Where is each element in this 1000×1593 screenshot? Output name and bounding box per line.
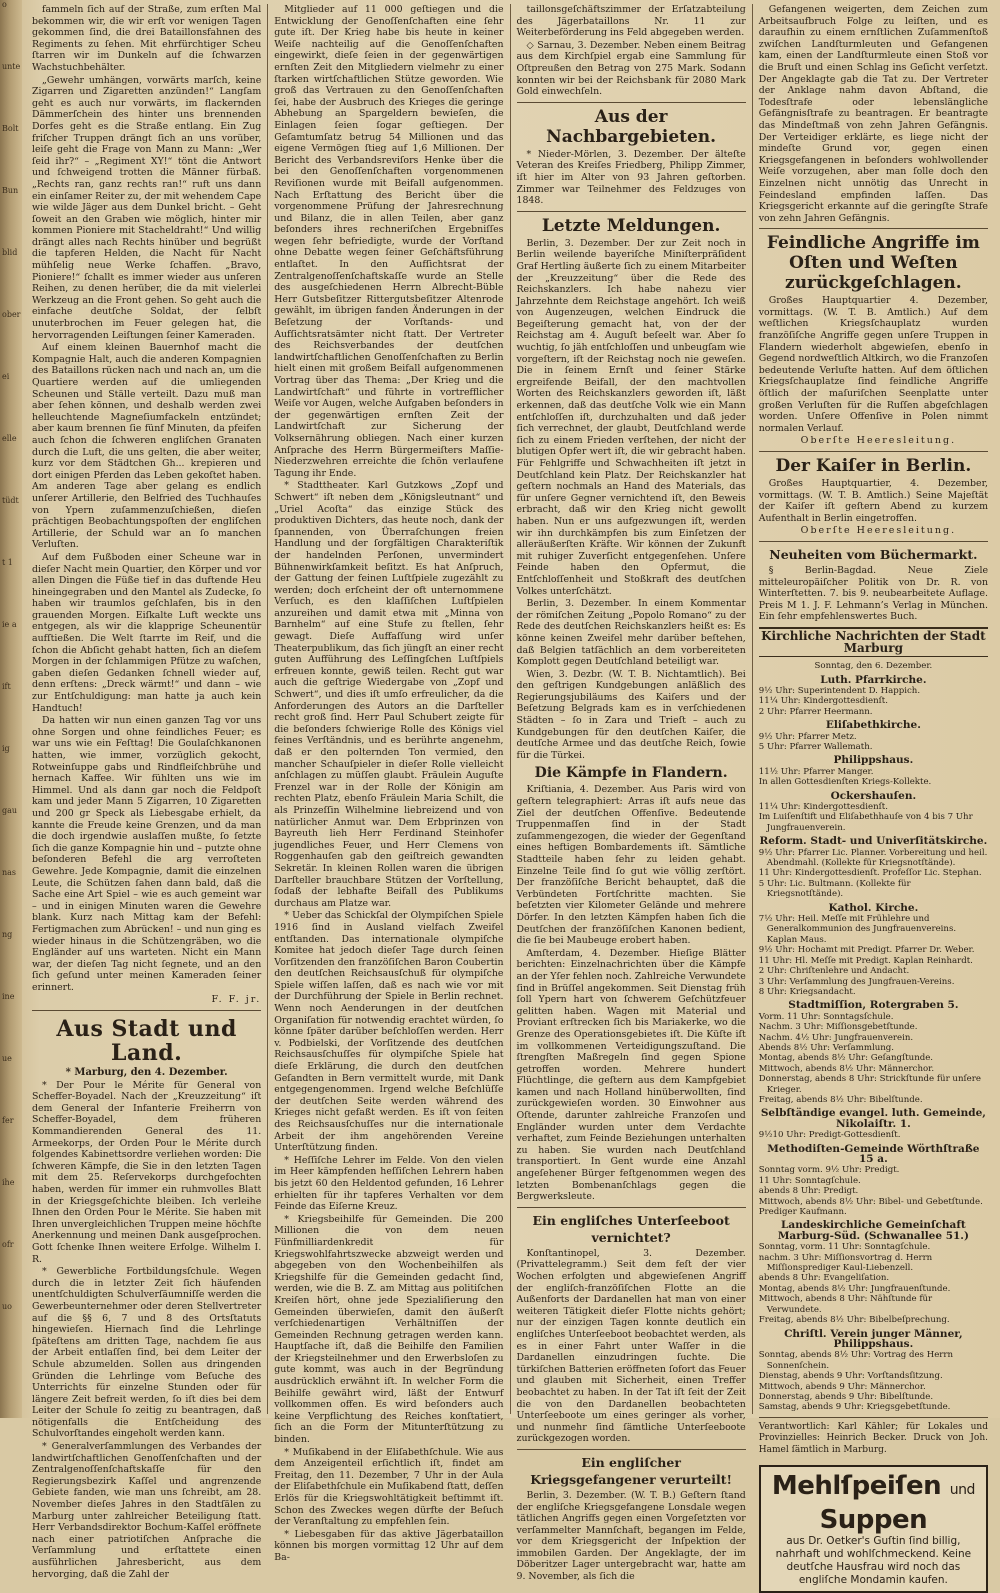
column-1 xyxy=(26,4,268,1580)
section-title-kaempfe-flandern: Die Kämpfe in Flandern. xyxy=(534,765,728,782)
binding-fragment: o xyxy=(2,0,7,9)
local-news-item: * Der Pour le Mérite für General von Scheffer-Boyadel. Nach der „Kreuzzeitung“ iſt dem General der Infanterie Freiherrn von Scheffer-Boyadel, dem früheren Kommandierenden General des 11. Armeekorps, der Orden Pour le Mérite durch folgendes Kabinettsordre verliehen worden: Die ſchweren Kämpfe, die Sie in den letzten Tagen mit dem 25. Reſervekorps durchgefochten haben, werden für immer ein ruhmvolles Blatt in der Kriegsgeſchichte bleiben. Ich verleihe Ihnen den Orden Pour le Mérite. Sie haben mit Ihren unvergleichlichen Truppen meine höchſte Anerkennung und meinen Dank ausgeſprochen. Gott ſchenke Ihnen weitere Erfolge. Wilhelm I. R. xyxy=(32,1079,262,1265)
binding-fragment: ihe xyxy=(2,1178,15,1187)
service-time: 9½10 Uhr: Predigt-Gottesdienſt. xyxy=(758,1130,901,1141)
divider xyxy=(32,1010,261,1011)
local-news-item: Mitglieder auf 11 000 geſtiegen und die Entwicklung der Genoſſenſchaften eine ſehr gute iſt. Der Krieg habe bis heute in keiner Weiſe nachteilig auf die Genoſſenſchaften eingewirkt, dieſe ſeien in der gegenwärtigen ernſten Zeit den Mitgliedern vielmehr zu einer ſtarken wirtſchaftlichen Stütze geworden. Wie groß das Vertrauen zu den Genoſſenſchaften ſei, habe der Ausbruch des Krieges die geringe Abhebung an Spargeldern bewieſen, die Einlagen ſeien ſogar geſtiegen. Der Geſamtumſatz betrug 54 Millionen und das eigene Vermögen ſtieg auf 1,6 Millionen. Der Bericht des Verbandsreviſors Henke über die bei den Genoſſenſchaften vorgenommenen Reviſionen wurde mit Beifall aufgenommen. Nach Erſtattung des Bericht über die vorgenommene Prüfung der Jahresrechnung und Bilanz, die in allen Teilen, aber ganz beſonders ihres rechneriſchen Ergebniſſes wegen ſehr befriedigte, wurde der Vorſtand ohne Debatte wegen ſeiner Geſchäftsführung entlaſtet. In den Aufſichtsrat der Zentralgenoſſenſchaftskaſſe wurde an Stelle des ausgeſchiedenen Herrn Albrecht-Büble Herr Gutsbeſitzer Rittergutsbeſitzer Altenrode gewählt, im übrigen fanden Änderungen in der Beſetzung der Vorſtands- und Aufſichtsratsämter nicht ſtatt. Der Vertreter des Reichsverbandes der deutſchen landwirtſchaftlichen Genoſſenſchaften zu Berlin hielt einen mit großem Beifall aufgenommenen Vortrag über das Thema: „Der Krieg und die Landwirtſchaft“ und führte in vortrefflicher Weiſe vor Augen, welche Aufgaben beſonders in der gegenwärtigen ernſten Zeit der Landwirtſchaft zur Sicherung der Volksernährung obliegen. Nach einer kurzen Anſprache des Herrn Bürgermeiſters Maſſie-Niederzwehren erreichte die ſchön verlaufene Tagung ihr Ende. xyxy=(274,4,504,479)
service-time: 11¼ Uhr: Kindergottesdienſt. xyxy=(758,802,888,812)
section-title-stadt-land: Aus Stadt und Land. xyxy=(56,1016,237,1067)
binding-fragment: ng xyxy=(2,930,13,939)
service-time: Vorm. 11 Uhr: Sonntagsſchule. xyxy=(758,1011,894,1022)
column-3 xyxy=(511,4,753,1583)
service-time: 11 Uhr: Sonntagſchule. xyxy=(758,1175,861,1186)
service-time: abends 8 Uhr: Evangeliſation. xyxy=(758,1273,890,1284)
service-time: Montag, abends 8½ Uhr: Jungfrauenſtunde. xyxy=(758,1283,951,1294)
section-title-kriegsgefangener: Ein engliſcher Kriegsgefangener verurteilt! xyxy=(530,1454,733,1487)
service-time: Prediger Kaufmann. xyxy=(758,1207,847,1218)
service-time: 9½ Uhr: Superintendent D. Happich. xyxy=(758,685,921,696)
binding-fragment: ift xyxy=(2,682,11,691)
binding-fragment: ig xyxy=(2,744,10,753)
binding-edge xyxy=(0,0,22,1418)
flanders-report: Amſterdam, 4. Dezember. Hieſige Blätter berichten: Einzelnachrichten über die Kämpfe an der Yſer fehlen noch. Zahlreiche Verwundete ſind in Brüſſel angekommen. Seit Dienstag früh ſoll Ypern hart von ſchwerem Geſchützfeuer gelitten haben. Wagen mit Material und Proviant erſtrecken ſich bis Mariakerke, wo die Grenze des Operationsgebietes iſt. Die Küſte iſt im vollkommenen Verteidigungszuſtand. Die ſtrengſten Maßregeln ſind gegen Spione getroffen worden. Mehrere hundert Flüchtlinge, die geſtern aus dem Kampfgebiet kamen und nach Holland hinüberwollten, ſind zurückgewieſen worden. 30 Einwohner aus Oſtende, darunter zahlreiche Franzoſen und Engländer wurden unter dem Verdachte verhaftet, zum Feinde Beziehungen unterhalten zu haben. Sie wurden nach Deutſchland transportiert. In Gent wurde eine Anzahl angeſehener Bürger feſtgenommen wegen des letzten Bombenanſchlags gegen die Bergwerksleute. xyxy=(516,947,746,1203)
service-time: Im Luiſenſtift und Eliſabethhauſe von 4 bis 7 Uhr Jungfrauenverein. xyxy=(758,812,973,833)
church-name: Eliſabethkirche. xyxy=(825,719,921,732)
service-time: 3 Uhr: Verſammlung des Jungfrauen-Vereins. xyxy=(758,976,955,987)
prisoner-report: Berlin, 3. Dezember. (W. T. B.) Geſtern ſtand der engliſche Kriegsgefangene Lonsdale wegen tätlichen Angriffs gegen einen Vorgeſetzten vor verſammelter Mannſchaft, begangen im Felde, vor dem Kriegsgericht der Inſpektion der immobilen Garden. Der Angeklagte, der im Döberitzer Lager untergebracht war, hatte am 9. November, als ſich die xyxy=(516,1489,746,1583)
church-name: Luth. Pfarrkirche. xyxy=(820,673,927,686)
dateline: * Marburg, den 4. Dezember. xyxy=(65,1067,228,1079)
article-paragraph: Da hatten wir nun einen ganzen Tag vor uns ohne Sorgen und ohne feindliches Feuer; es war uns wie ein Feſttag! Die Goulaſchkanonen hatten, wie immer, vorzüglich gekocht, Rotweinſuppe gabs und Rindfleiſchbrühe und hernach Kaffee. Wir fühlten uns wie im Himmel. Und als dann gar noch die Feldpoſt kam und jeder Mann 5 Zigarren, 10 Zigaretten und 200 gr Speck als Liebesgabe erhielt, da kannte die Freude keine Grenzen, und da man die doch irgendwie auslaſſen mußte, ſo ſetzte ſich die ganze Kompagnie hin und – putzte ohne beſonderen Befehl die arg verroſteten Gewehre. Jede Kompagnie, damit die einzelnen Leute, die Schützen ſahen dann bald, daß die Sache eine Art Spiel – wie es auch gemeint war – und in einigen Minuten waren die Gewehre blank. Kurz nach Mittag kam der Befehl: Fertigmachen zum Abrücken! – und nun ging es wieder hinaus in die Schützengräben, wo die Engländer auf uns warteten. Nicht ein Mann war, der dieſen Tag nicht ſegnete, und an den ſich geſund unter meinen Kameraden ſeiner erinnert. xyxy=(32,715,262,993)
binding-fragment: blid xyxy=(2,248,18,257)
divider xyxy=(759,541,988,542)
service-time: Sonntag, abends 8½ Uhr: Vortrag des Herrn Sonnenſchein. xyxy=(758,1350,954,1371)
signature: F. F. jr. xyxy=(211,994,262,1006)
church-name: Landeskirchliche Gemeinſchaft Marburg-Süd. (Schwanallee 51.) xyxy=(777,1219,969,1242)
report-hauptquartier-1: Großes Hauptquartier 4. Dezember, vormittags. (W. T. B. Amtlich.) Auf dem weſtlichen Kriegsſchauplatz wurden franzöſiſche Angriffe gegen unſere Truppen in Flandern wiederholt abgewieſen, ebenſo in Gegend nordweſtlich Altkirch, wo die Franzoſen bedeutende Verluſte hatten. Auf dem öſtlichen Kriegsſchauplatze ſind feindliche Angriffe öſtlich der maſuriſchen Seenplatte unter großen Verluſten für die Ruſſen abgeſchlagen worden. Unſere Offenſive in Polen nimmt normalen Verlauf. xyxy=(758,295,988,434)
ad-title xyxy=(767,1471,980,1535)
binding-fragment: unte xyxy=(2,62,21,71)
binding-fragment: ine xyxy=(2,992,15,1001)
ad-title-part2: Suppen xyxy=(819,1504,928,1535)
binding-fragment: t 1 xyxy=(2,558,13,567)
section-title-nachbargebiete: Aus der Nachbargebieten. xyxy=(546,106,717,147)
service-time: Freitag, abends 8½ Uhr: Bibelbeſprechung. xyxy=(758,1315,950,1326)
service-time: Mittwoch, abends 8 Uhr: Nähſtunde für Verwundete. xyxy=(758,1294,933,1315)
headline-feindliche-angriffe: Feindliche Angriffe im Oſten und Weſten zurückgeſchlagen. xyxy=(766,233,980,294)
divider xyxy=(517,102,746,103)
binding-fragment: Bolt xyxy=(2,124,19,133)
prisoner-report: Gefangenen weigerten, dem Zeichen zum Arbeitsaufbruch Folge zu leiſten, und es daraufhin zu einem ernſtlichen Zuſammenſtoß zwiſchen Landſturmleuten und Gefangenen kam, einen der Landſturmleute einen Stoß vor die Bruſt und einen Schlag ins Geſicht verſetzt. Der Angeklagte gab die Tat zu. Der Vertreter der Anklage nahm davon Abſtand, die Todesſtrafe oder lebenslängliche Gefängnisſtrafe zu beantragen. Er beantragte das Mindeſtmaß von zehn Jahren Gefängnis. Der Verteidiger erklärte, es liege nicht der mindeſte Grund vor, gegen einen Kriegsgefangenen in beſonders wohlwollender Weiſe vorzugehen, aber man ſolle doch den Einzelnen nicht unnötig das Unrecht in Feindesland empfinden laſſen. Das Kriegsgericht erkannte auf die geringſte Strafe von zehn Jahren Gefängnis. xyxy=(758,4,988,224)
binding-fragment: fer xyxy=(2,1116,14,1125)
column-4 xyxy=(753,4,994,1586)
binding-fragment: gau xyxy=(2,806,18,815)
service-time: 7½ Uhr: Heil. Meſſe mit Frühlehre und Generalkommunion des Jungfrauenvereins. Kaplan Maus. xyxy=(758,914,957,945)
ad-title-connector: und xyxy=(949,1481,975,1498)
service-time: Nachm. 3 Uhr: Miſſionsgebetſtunde. xyxy=(758,1022,918,1033)
signature-heeresleitung-1: Oberſte Heeresleitung. xyxy=(800,435,957,447)
divider xyxy=(759,451,988,452)
column-2 xyxy=(268,4,510,1563)
church-name: Selbſtändige evangel. luth. Gemeinde, Nikolaiſtr. 1. xyxy=(760,1107,986,1130)
local-news-item: taillonsgeſchäftszimmer der Erſatzabteilung des Jägerbataillons Nr. 11 zur Weiterbeförderung ins Feld abgegeben werden. xyxy=(516,4,746,39)
local-news-item: * Stadttheater. Karl Gutzkows „Zopf und Schwert“ iſt neben dem „Königsleutnant“ und „Uriel Acoſta“ das einzige Stück des produktiven Dichters, das heute noch, dank der ſpannenden, von Überraſchungen freien Handlung und der ſorgfältigen Charakteriſtik der handelnden Perſonen, unvermindert Bühnenwirkſamkeit beſitzt. Es hat Anſpruch, der Gattung der feinen Luſtſpiele zugezählt zu werden; doch erſcheint der oft unternommene Verſuch, es den klaſſiſchen Luſtſpielen anzureihen und damit etwa mit „Minna von Barnhelm“ auf eine Stufe zu ſtellen, ſehr gewagt. Dieſe Auffaſſung wird unſer Theaterpublikum, das ſich jüngſt an einer recht guten Aufführung des Leſſingſchen Luſtſpiels erfreuen konnte, gewiß teilen. Recht gut war auch die geſtrige Wiedergabe von „Zopf und Schwert“, und dies iſt umſo erfreulicher, da die Anforderungen des Autors an die Darſteller recht groß ſind. Herr Paul Schubert zeigte für die beſonders ſchwierige Rolle des Königs viel feines Verſtändnis, und es berührte angenehm, daß er den polternden Ton vermied, den mancher Schauſpieler in dieſer Rolle vielleicht anſchlagen zu müſſen glaubt. Fräulein Auguſte Frenzel war in der Rolle der Königin am rechten Platz, ebenſo Fräulein Maria Schilt, die als Prinzeſſin Wilhelmine liebreizend und von natürlicher Anmut war. Dem Erbprinzen von Bayreuth lieh Herr Ferdinand Steinhofer jugendliches Feuer, und Herr Clemens von Roggenhauſen gab den geiſtreich gewandten Sekretär. In kleinen Rollen waren die übrigen Darſteller brauchbare Stützen der Vorſtellung, ſodaß der lebhafte Beifall des Publikums durchaus am Platze war. xyxy=(274,480,504,909)
binding-fragment: elle xyxy=(2,434,17,443)
article-paragraph: „Gewehr umhängen, vorwärts marſch, keine Zigarren und Zigaretten anzünden!“ Langſam geht es auch nur vorwärts, im flackernden Dämmerſchein des hinter uns brennenden Dorfes geht es die Straße entlang. Ein Zug friſcher Truppen drängt ſich an uns vorüber, leiſe geht die Frage von Mann zu Mann: „Wer ſeid ihr?“ – „Regiment XY!“ tönt die Antwort und ſchweigend trotten die Männer fürbaß. „Rechts ran, ganz rechts ran!“ ruft uns dann ein einſamer Reiter zu, der mit wehendem Cape wie wilde Jäger aus dem Dunkel bricht. – Geht ſoweit an den Graben wie möglich, hinter mir kommen Pioniere mit Stacheldraht!“ Und willig drängt alles nach Rechts hinüber und begrüßt die tapferen Helden, die Nacht für Nacht mühſelig neue Werke ſchaffen. „Bravo, Pioniere!“ ſchallt es immer wieder aus unſeren Reihen, zu denen herüber, die da mit vielerlei Werkzeug an die Front gehen. So geht auch die einfache deutſche Soldat, der ſelbſt unuterbrochen im Feuer gelegen hat, die hervorragenden Leiſtungen ſeiner Kameraden. xyxy=(32,74,262,341)
section-title-letzte-meldungen: Letzte Meldungen. xyxy=(541,215,721,236)
binding-fragment: uo xyxy=(2,1302,12,1311)
church-name: Stadtmiſſion, Rotergraben 5. xyxy=(788,999,959,1012)
flanders-report: Kriſtiania, 4. Dezember. Aus Paris wird von geſtern telegraphiert: Arras iſt aufs neue das Ziel der deutſchen Offenſive. Bedeutende Truppenmaſſen ſind in der Stadt zuſammengezogen, die wieder der Gegenſtand eines heftigen Bombardements iſt. Sämtliche Stadtteile haben ſehr zu leiden gehabt. Einzelne Teile ſind ſo gut wie völlig zerſtört. Der franzöſiſche Bericht behauptet, daß die Verbündeten Fortſchritte machten. Sie beſetzten vier Kilometer Gelände und mehrere Dörfer. In den letzten Kämpfen haben ſich die Deutſchen der franzöſiſchen Kanonen bedient, die ſie bei Maubeuge erobert haben. xyxy=(516,784,746,947)
ad-text: aus Dr. Oetker's Guſtin ſind billig, nahrhaft und wohlſchmeckend. Keine deutſche Hausfrau wird noch das engliſche Mondamin kaufen. xyxy=(775,1534,972,1586)
divider xyxy=(517,1449,746,1450)
section-title-buechermarkt: Neuheiten vom Büchermarkt. xyxy=(769,546,978,562)
service-time: 11 Uhr: Kindergottesdienſt. Profeſſor Lic. Stephan. xyxy=(758,868,982,879)
latest-report: Berlin, 3. Dezember. In einem Kommentar der römiſchen Zeitung „Popolo Romano“ zu der Rede des deutſchen Reichskanzlers heißt es: Es könne keinen Zweifel mehr darüber beſtehen, daß Belgien tatſächlich an dem vorbereiteten Komplott gegen Deutſchland beteiligt war. xyxy=(516,598,746,668)
divider xyxy=(759,228,988,229)
binding-fragment: Bun xyxy=(2,186,19,195)
local-news-item: * Ueber das Schickſal der Olympiſchen Spiele 1916 ſind in Ausland vielfach Zweifel entſtanden. Das internationale olympiſche Komitee hat jedoch dieſer Tage durch ſeinen Vorſitzenden den franzöſiſchen Baron Coubertin den deutſchen Reichsausſchuß für olympiſche Spiele wiſſen laſſen, daß es nach wie vor mit der Durchführung der Spiele in Berlin rechnet. Wenn noch Aenderungen in der deutſchen Organiſation für notwendig erachtet würden, ſo könne ſpäter darüber beſchloſſen werden. Herr v. Podbielski, der Vorſitzende des deutſchen Reichsausſchuſſes für olympiſche Spiele hat dieſe Erklärung, die durch den deutſchen Geſandten in Bern vermittelt wurde, mit Dank entgegengenommen. Irgend welche Beſchlüſſe der deutſchen Seite werden während des Krieges nicht gefaßt werden. Es iſt von ſeiten des Reichsausſchuſſes nur die internationale Arbeit der ihm angehörenden Vereine Unterſtützung finden. xyxy=(274,910,504,1154)
binding-fragment: ie a xyxy=(2,620,17,629)
binding-fragment: ei xyxy=(2,372,10,381)
service-time: Nachm. 4½ Uhr: Jungfrauenverein. xyxy=(758,1032,914,1043)
headline-kaiser-berlin: Der Kaiſer in Berlin. xyxy=(775,456,972,476)
service-time: Donnerstag, abends 8 Uhr: Strickſtunde für unſere Krieger. xyxy=(758,1074,981,1095)
church-name: Philippshaus. xyxy=(833,754,914,767)
service-time: 11½ Uhr: Pfarrer Manger. xyxy=(758,766,874,777)
church-name: Ockershauſen. xyxy=(830,789,917,802)
neighbor-news-item: * Nieder-Mörlen, 3. Dezember. Der älteſte Veteran des Kreiſes Friedberg, Philipp Zimmer, iſt hier im Alter von 93 Jahren geſtorben. Zimmer war Teilnehmer des Feldzuges von 1848. xyxy=(516,148,746,207)
service-time: Sonntag vorm. 9½ Uhr: Predigt. xyxy=(758,1165,900,1176)
service-time: Dienstag, abends 9 Uhr: Vorſtandsſitzung. xyxy=(758,1371,943,1382)
binding-fragment: ober xyxy=(2,310,21,319)
service-time: 11¼ Uhr: Kindergottesdienſt. xyxy=(758,696,888,707)
service-time: nachm. 3 Uhr: Miſſionsvortrag d. Herrn Miſſionsprediger Kaul-Liebenzell. xyxy=(758,1252,933,1274)
church-news xyxy=(759,661,988,1413)
service-time: Donnerstag, abends 9 Uhr: Bibelſtunde. xyxy=(758,1391,934,1402)
service-time: Mittwoch, abends 8½ Uhr: Bibel- und Gebetſtunde. xyxy=(758,1196,983,1207)
ad-title-part1: Mehlſpeiſen xyxy=(771,1470,942,1501)
service-time: 9½ Uhr: Hochamt mit Predigt. Pfarrer Dr. Weber. xyxy=(758,945,975,956)
submarine-report: Konſtantinopel, 3. Dezember. (Privattelegramm.) Seit dem feſt der vier Wochen erfolgten und abgewieſenen Angriff der engliſch-franzöſiſchen Flotte an die Außenforts der Dardanellen hat man von einer weiteren Tätigkeit dieſer Flotte nichts gehört; nur der einzigen Tagen konnte deutlich ein engliſches Unterſeeboot beobachtet werden, als es in einer Fahrt unter Waſſer in die Dardanellen einzudringen ſuchte. Die türkiſchen Batterien eröffneten ſofort das Feuer und glauben mit Sicherheit, einen Treffer beobachtet zu haben. In der Tat iſt ſeit der Zeit die von den Dardanellen beobachteten Unterſeeboote um eines geringer als vorher, und nunmehr ſind ſämtliche Unterſeeboote zurückgezogen worden. xyxy=(516,1247,746,1445)
local-news-item: * Generalverſammlungen des Verbandes der landwirtſchaftlichen Genoſſenſchaften und der Zentralgenoſſenſchaftskaſſe für den Regierungsbezirk Kaſſel und angrenzende Gebiete fanden, wie man uns ſchreibt, am 28. November dieſes Jahres in den Stadtſälen zu Marburg unter zahlreicher Beteiligung ſtatt. Herr Verbandsdirektor Bochum-Kaſſel eröffnete nach einer patriotiſchen Anſprache die Verſammlung und erſtattete einen ausführlichen Jahresbericht, aus dem hervorging, daß die Zahl der xyxy=(32,1441,262,1580)
imprint: Verantwortlich: Karl Kähler; für Lokales und Provinzielles: Heinrich Becker. Druck von Joh. Hamel ſämtlich in Marburg. xyxy=(758,1421,988,1455)
service-time: abends 8 Uhr: Predigt. xyxy=(758,1186,859,1197)
article-paragraph: Auf einem kleinen Bauernhof macht die Kompagnie Halt, auch die anderen Kompagnien des Bataillons rücken nach und nach an, um die Quartiere werden auf die umliegenden Scheunen und Ställe verteilt. Dazu muß man aber ſehen können, und deshalb werden zwei helleuchtende Magneſiumfackeln entzündet; aber kaum brennen ſie fünf Minuten, da pfeifen auch ſchon die ſchweren engliſchen Granaten durch die Luft, die uns gelten, die aber weiter, kurz vor dem Städtchen Gh... krepieren und dort einigen Pferden das Leben gekoſtet haben. Am anderen Tage aber gelang es endlich unſerer Artillerie, den Belfried des Tuchhauſes von Ypern zuſammenzuſchießen, dieſen prächtigen Beobachtungspoſten der engliſchen Artillerie, der Schuld war an ſo manchen Verluſten. xyxy=(32,342,262,551)
service-time: Sonntag, vorm. 11 Uhr: Sonntagſchule. xyxy=(758,1242,931,1253)
binding-fragment: tüdt xyxy=(2,496,19,505)
service-time: 2 Uhr: Pfarrer Heermann. xyxy=(758,706,873,717)
church-name: Reform. Stadt- und Univerſitätskirche. xyxy=(759,835,988,848)
service-time: Mittwoch, abends 9 Uhr: Männerchor. xyxy=(758,1381,926,1392)
local-news-item: * Liebesgaben für das aktive Jägerbataillon können bis morgen vormittag 12 Uhr auf dem Ba- xyxy=(274,1528,504,1563)
church-name: Kathol. Kirche. xyxy=(828,901,919,914)
church-news-title: Kirchliche Nachrichten der Stadt Marburg xyxy=(759,627,988,657)
advertisement-oetker xyxy=(759,1465,988,1593)
church-news-date: Sonntag, den 6. Dezember. xyxy=(814,661,933,672)
church-name: Methodiſten-Gemeinde Wörthſtraße 15 a. xyxy=(767,1142,980,1165)
service-time: 5 Uhr: Lic. Bultmann. (Kollekte für Kriegsnotſtände). xyxy=(758,878,911,900)
divider xyxy=(517,211,746,212)
latest-report: Berlin, 3. Dezember. Der zur Zeit noch in Berlin weilende bayeriſche Miniſterpräſident Graf Hertling äußerte ſich zu einem Mitarbeiter der „Kreuzzeitung“ über die Rede des Reichskanzlers. Ich habe nahezu vier Jahrzehnte dem Reichstage angehört. Ich weiß von Augenzeugen, welchen Eindruck die Begeiſterung gemacht hat, von der der Reichstag am 4. Auguſt beſeelt war. Aber ſo wuchtig, ſo jäh entſchloſſen und unbeugſam wie vorgeſtern, iſt der Reichstag noch nie geweſen. Die in ſeinem Ernſt und ſeiner Stärke ergreifende Beifall, der den machtvollen Worten des Reichskanzlers geworden iſt, läßt erkennen, daß das deutſche Volk wie ein Mann entſchloſſen iſt, durchzuhalten und daß jeder ſich verrechnet, der glaubt, Deutſchland werde ſich zu einem Frieden verſtehen, der nicht der blutigen Opfer wert iſt, die wir gebracht haben. Für Fehlgriffe und Schwachheiten iſt jetzt in Deutſchland kein Platz. Der Reichskanzler hat geſtern nochmals an Hand des Materials, das für unſere Gegner vernichtend iſt, den Beweis erbracht, daß wir den Krieg nicht gewollt haben. Nun er uns aufgezwungen iſt, werden wir ihn durchkämpfen bis zum Einſetzen der alleräußerſten Kräfte. Wir können der Zukunft mit ruhiger Zuverſicht entgegenſehen. Unſere Feinde haben den Opfermut, die Entſchloſſenheit und Stoßkraft des deutſchen Volkes unterſchätzt. xyxy=(516,237,746,597)
local-news-item: * Kriegsbeihilfe für Gemeinden. Die 200 Millionen die von dem neuen Fünfmilliardenkredit für Kriegswohlfahrtszwecke abzweigt werden und abgegeben von den Wochenbeihilfen als Kriegshilfe für die Gemeinden gedacht ſind, werden, wie die B. Z. am Mittag aus politiſchen Kreiſen hört, ohne jede Spezialiſierung den Gemeinden überwieſen, damit den äußerſt verſchiedenartigen Verhältniſſen der Gemeinden Rechnung getragen werden kann. Hauptſache iſt, daß die Beihilfe den Familien der Kriegsteilnehmer und den Erwerbsloſen zu gute kommt, was auch in der Begründung ausdrücklich erwähnt iſt. In welcher Form die Beihilfe gewährt wird, läßt der Entwurf vollkommen offen. Es wird beſonders auch keine Verpflichtung des Reiches konſtatiert, ſich an die Form der Mitunterſtützung zu binden. xyxy=(274,1213,504,1446)
service-time: 11 Uhr: Hl. Meſſe mit Predigt. Kaplan Reinhardt. xyxy=(758,955,973,966)
service-time: Freitag, abends 8½ Uhr: Bibelſtunde. xyxy=(758,1094,923,1105)
service-time: In allen Gottesdienſten Kriegs-Kollekte. xyxy=(758,777,932,788)
service-time: Mittwoch, abends 8½ Uhr: Männerchor. xyxy=(758,1063,935,1074)
local-news-item: * Muſikabend in der Eliſabethſchule. Wie aus dem Anzeigenteil erſichtlich iſt, findet am Freitag, den 11. Dezember, 7 Uhr in der Aula der Eliſabethſchule ein Muſikabend ſtatt, deſſen Erlös für die Kriegswohltätigkeit beſtimmt iſt. Schon des Zweckes wegen dürfte der Beſuch der Veranſtaltung zu empfehlen ſein. xyxy=(274,1446,504,1528)
service-time: 9½ Uhr: Pfarrer Lic. Planner. Vorbereitung und heil. Abendmahl. (Kollekte für Kriegsnotſtände). xyxy=(758,847,988,869)
service-time: 5 Uhr: Pfarrer Wallemath. xyxy=(758,741,873,752)
service-time: 9½ Uhr: Pfarrer Metz. xyxy=(758,731,857,742)
local-news-item: * Gewerbliche Fortbildungsſchule. Wegen durch die in letzter Zeit ſich häufenden unentſchuldigten Schulverſäumniſſe werden die Gewerbeunternehmer oder deren Stellvertreter auf die §§ 6, 7 und 8 des Ortsſtatuts hingewieſen. Hiernach ſind die Lehrlinge ſpäteſtens am dritten Tage, nachdem ſie aus der Arbeit entlaſſen ſind, bei dem Leiter der Schule abzumelden. Sollen aus dringenden Gründen die Lehrlinge vom Beſuche des Unterrichts für einzelne Stunden oder für längere Zeit befreit werden, ſo iſt dies bei dem Leiter der Schule ſo zeitig zu beantragen, daß nötigenfalls die Entſcheidung des Schulvorſtandes eingeholt werden kann. xyxy=(32,1266,262,1440)
binding-fragment: nas xyxy=(2,868,17,877)
service-time: Samstag, abends 9 Uhr: Kriegsgebetſtunde. xyxy=(758,1402,951,1413)
latest-report: Wien, 3. Dezbr. (W. T. B. Nichtamtlich). Bei den geſtrigen Kundgebungen anläßlich des Regierungsjubiläums des Kaiſers und der Beſetzung Belgrads kam es in verſchiedenen Städten – ſo in Zara und Trieſt – auch zu Kundgebungen für den deutſchen Kaiſer, die deutſche Armee und das deutſche Reich, ſowie für die Türkei. xyxy=(516,668,746,761)
divider xyxy=(517,1207,746,1208)
signature-heeresleitung-2: Oberſte Heeresleitung. xyxy=(800,525,957,537)
book-review: § Berlin-Bagdad. Neue Ziele mitteleuropäiſcher Politik von Dr. R. von Winterſtetten. 7. bis 9. neubearbeitete Auflage. Preis M 1. J. F. Lehmann’s Verlag in München. Ein ſehr empfehlenswertes Buch. xyxy=(758,564,988,623)
local-news-item: * Heſſiſche Lehrer im Felde. Von den vielen im Heer kämpfenden heſſiſchen Lehrern haben bis jetzt 60 den Heldentod gefunden, 16 Lehrer erhielten für ihr tapferes Verhalten vor dem Feinde das Eiſerne Kreuz. xyxy=(274,1154,504,1213)
service-time: 8 Uhr: Kriegsandacht. xyxy=(758,986,856,997)
binding-fragment: ofr xyxy=(2,1240,14,1249)
section-title-unterseeboot: Ein engliſches Unterſeeboot vernichtet? xyxy=(532,1212,730,1245)
service-time: 2 Uhr: Chriſtenlehre und Andacht. xyxy=(758,966,910,977)
church-name: Chriſtl. Verein junger Männer, Philippshaus. xyxy=(784,1327,963,1350)
service-time: Montag, abends 8½ Uhr: Geſangſtunde. xyxy=(758,1053,934,1064)
service-time: Abends 8½ Uhr: Verſammlung. xyxy=(758,1042,895,1053)
local-news-item: ◇ Sarnau, 3. Dezember. Neben einem Beitrag aus dem Kirchſpiel ergab eine Sammlung für Oſtpreußen den Betrag von 275 Mark. Sodann konnten wir bei der Reichsbank für 2080 Mark Gold einwechſeln. xyxy=(516,39,746,98)
article-paragraph: fammeln ſich auf der Straße, zum erſten Mal bekommen wir, die wir erſt vor wenigen Tagen gekommen ſind, die drei Bataillonsfahnen des Regiments zu ſehen. Mit ehrfürchtiger Scheu ſtarren wir im Dunkeln auf die ſchwarzen Wachstuchbehälter. xyxy=(32,4,262,73)
columns xyxy=(26,4,994,1586)
divider xyxy=(759,1417,988,1418)
binding-fragment: ue xyxy=(2,1054,12,1063)
article-paragraph: Auf dem Fußboden einer Scheune war in dieſer Nacht mein Quartier, den Körper und vor allen Dingen die Füße tief in das duftende Heu hineingegraben und den Mantel als Zudecke, ſo haben wir traumlos geſchlafen, bis in den grauenden Morgen. Eiſkalte Luft weckte uns entgegen, als wir die klapprige Scheunentür aufſtießen. Die Welt ſtarrte im Reif, und die ſchon die Abſicht gehabt hatten, ſich an dieſem Morgen in der ſchlammigen Pfütze zu waſchen, gaben dieſen Gedanken ſchnell wieder auf, denn erſtens: „Dreck wärmt!“ und dann – wie zur Entſchuldigung: man hatte ja auch kein Handtuch! xyxy=(32,551,262,714)
report-hauptquartier-2: Großes Hauptquartier, 4. Dezember, vormittags. (W. T. B. Amtlich.) Seine Majeſtät der Kaiſer iſt geſtern Abend zu kurzem Aufenthalt in Berlin eingetroffen. xyxy=(758,478,988,524)
